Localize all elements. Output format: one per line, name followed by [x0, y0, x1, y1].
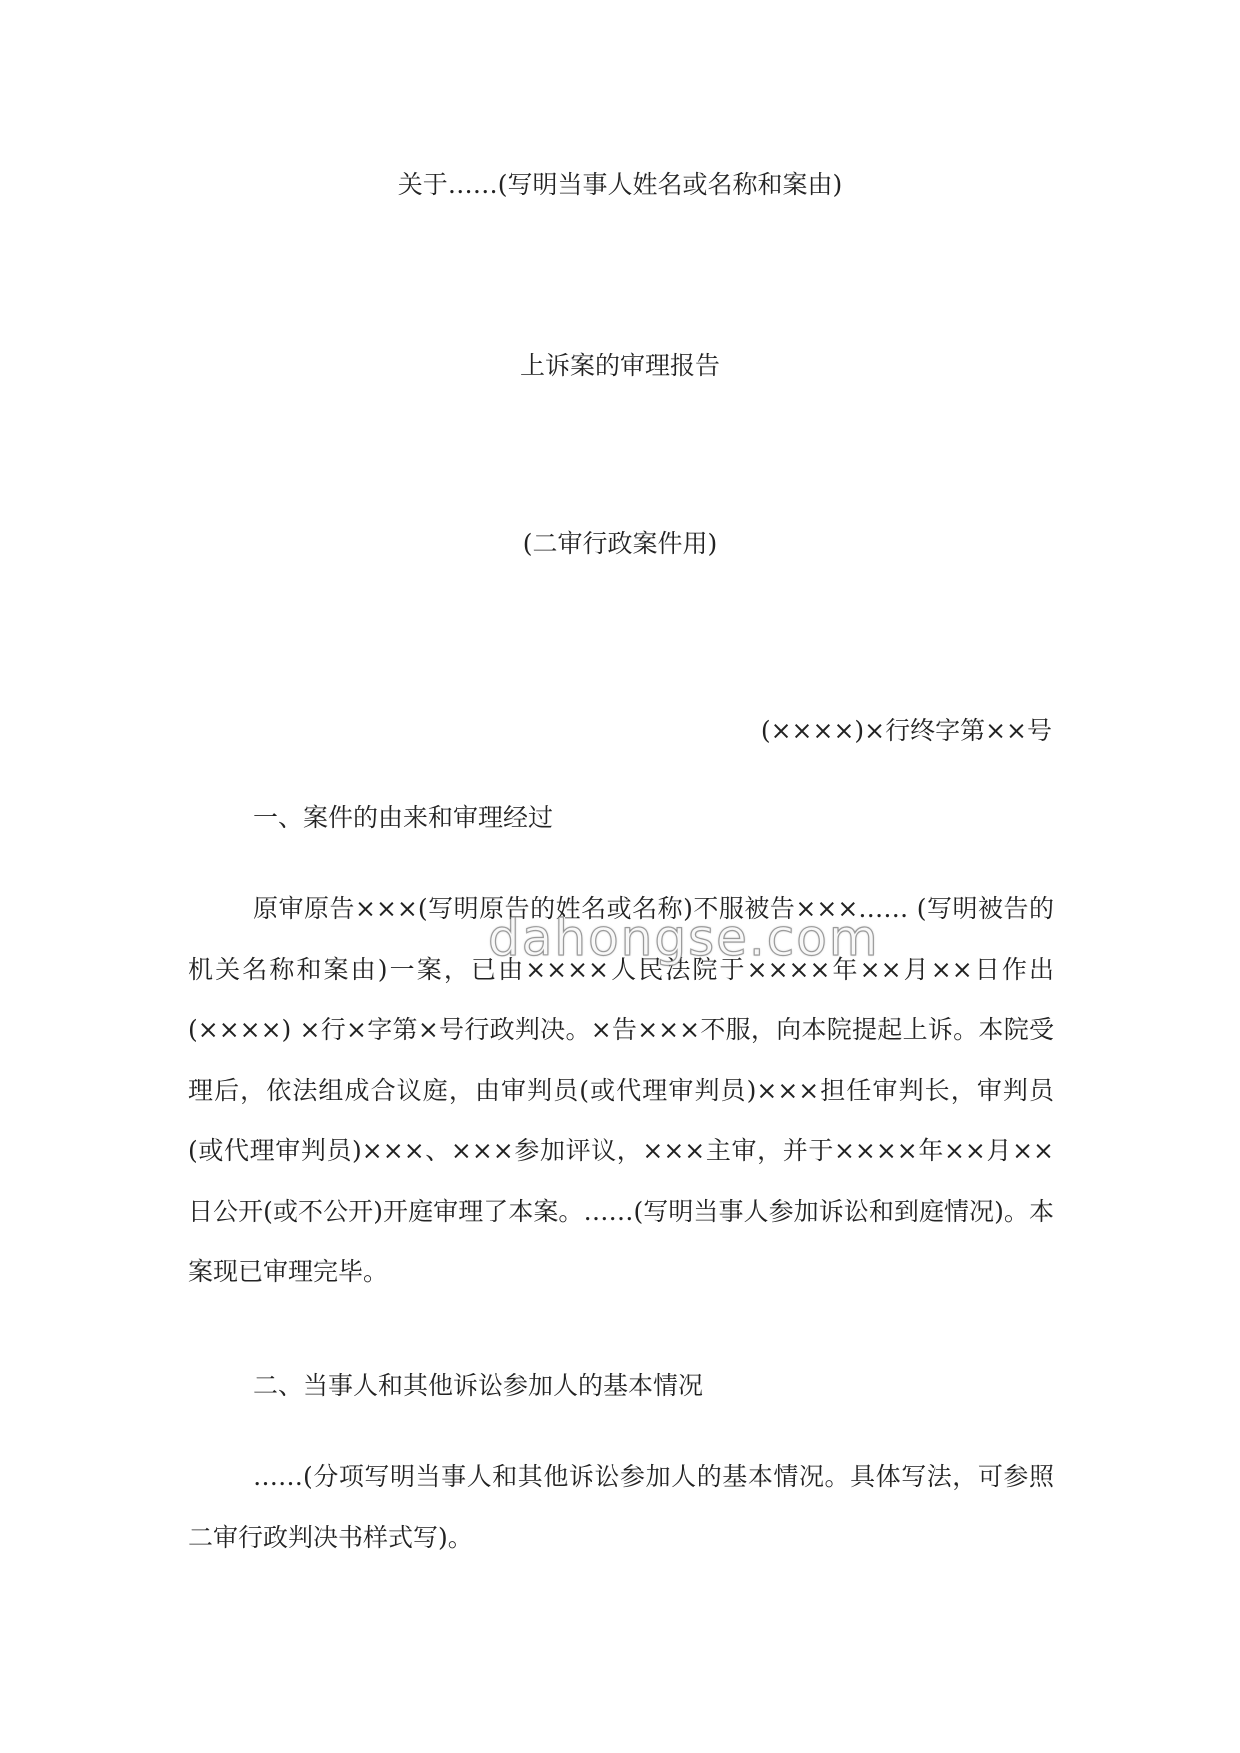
section-1-body: 原审原告×××(写明原告的姓名或名称)不服被告×××…… (写明被告的机关名称和案由)一案，已由××××人民法院于××××年××月××日作出(××××) ×行×字第×号行政判决。×告×××不服，向本院提起上诉。本院受理后，依法组成合议庭，由审判员(或代理审判员)×××担任审判长，审判员(或代理审判员)×××、×××参加评议，×××主审，并于××××年××月××日公开(或不公开)开庭审理了本案。……(写明当事人参加诉讼和到庭情况)。本案现已审理完毕。	[188, 894, 1054, 1286]
section-2-heading: 二、当事人和其他诉讼参加人的基本情况	[253, 1371, 704, 1400]
case-number: (××××)×行终字第××号	[760, 716, 1052, 745]
document-title-line-2: 上诉案的审理报告	[519, 351, 720, 380]
document-title-line-1: 关于……(写明当事人姓名或名称和案由)	[397, 170, 843, 199]
document-subtitle: (二审行政案件用)	[522, 529, 718, 558]
section-2-body: ……(分项写明当事人和其他诉讼参加人的基本情况。具体写法，可参照二审行政判决书样式写)。	[188, 1462, 1054, 1552]
section-1-heading: 一、案件的由来和审理经过	[253, 803, 554, 832]
watermark: dahongse.com	[488, 909, 880, 967]
